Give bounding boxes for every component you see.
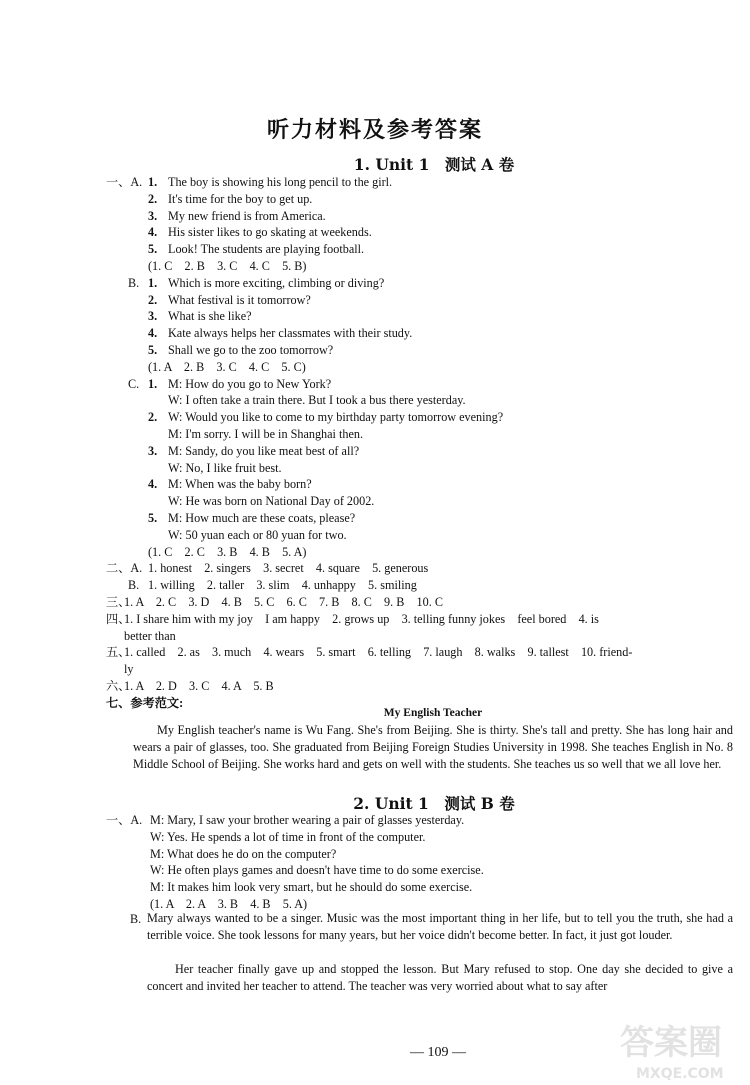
answer-line: 1. I share him with my joy I am happy 2. grows up 3. telling funny jokes feel bored 4. is [124,611,599,626]
dialogue-line: M: When was the baby born? [168,477,312,492]
part-label: 三、 [106,595,131,609]
item-number: 2. [148,292,158,307]
item-number: 2. [148,191,158,206]
item-text: What is she like? [168,309,252,324]
item-number: 1. [148,175,158,189]
item-text: My new friend is from America. [168,208,326,223]
item-text: His sister likes to go skating at weekends. [168,225,372,240]
watermark-logo-text: 答案圈 [620,1023,722,1063]
item-number: 5. [148,242,158,257]
dialogue-line: W: I often take a train there. But I took a bus there yesterday. [168,393,466,408]
dialogue-line: M: How much are these coats, please? [168,511,356,525]
dialogue-line: M: How do you go to New York? [168,376,332,391]
answer-line: better than [124,628,176,643]
answer-line: ly [124,662,134,677]
part-label: 五、 [106,645,131,660]
item-number: 1. [148,275,158,290]
item-text: The boy is showing his long pencil to the girl. [168,175,393,189]
answer-line: 1. A 2. D 3. C 4. A 5. B [124,679,274,693]
answer-line: 1. honest 2. singers 3. secret 4. square 5. generous [148,561,429,576]
dialogue-line: W: Yes. He spends a lot of time in front of the computer. [150,829,426,844]
dialogue-line: W: Would you like to come to my birthday party tomorrow evening? [168,410,504,425]
answers: (1. A 2. B 3. C 4. C 5. C) [148,359,306,374]
item-number: 3. [148,208,158,223]
answer-line: 1. A 2. C 3. D 4. B 5. C 6. C 7. B 8. C 9. B 10. C [124,595,443,609]
part-label: B. [130,912,142,926]
part-label: 一、A. [106,175,143,189]
dialogue-line: M: It makes him look very smart, but he should do some exercise. [150,880,473,895]
page-title: 听力材料及参考答案 [266,117,483,143]
item-number: 3. [148,443,158,458]
item-number: 1. [148,376,158,391]
answers: (1. C 2. B 3. C 4. C 5. B) [148,259,307,273]
item-number: 3. [148,309,158,324]
part-label: B. [128,275,140,290]
item-number: 5. [148,343,158,357]
dialogue-line: W: No, I like fruit best. [168,460,282,475]
dialogue-line: M: I'm sorry. I will be in Shanghai then. [168,427,364,441]
item-text: Kate always helps her classmates with their study. [168,326,413,341]
item-number: 5. [148,511,158,525]
answers: (1. A 2. A 3. B 4. B 5. A) [150,897,308,911]
passage-paragraph-2: Her teacher finally gave up and stopped the lesson. But Mary refused to stop. One day she decided to give a concert and invited her teacher to attend. The teacher was very worried about what to say after [147,962,733,993]
item-text: It's time for the boy to get up. [168,191,313,206]
item-number: 4. [148,225,158,240]
dialogue-line: M: What does he do on the computer? [150,846,337,861]
section-heading-test-b: 2. Unit 1 测试 B 卷 [353,794,515,813]
item-text: What festival is it tomorrow? [168,292,311,307]
essay-text: My English teacher's name is Wu Fang. She's from Beijing. She is thirty. She's tall and pretty. She has long hair and wears a pair of glasses, too. She graduated from Beijing Foreign Studies University in 1998. She teaches English in No. 8 Middle School of Beijing. She works hard and gets on well with the students. She teaches us so well that we all love her. [133,723,733,771]
watermark-url: MXQE.COM [636,1066,724,1082]
part-label: 四、 [106,611,131,626]
part-label: 六、 [106,679,131,693]
dialogue-line: W: He was born on National Day of 2002. [168,494,375,509]
dialogue-line: W: He often plays games and doesn't have time to do some exercise. [150,863,484,878]
item-number: 4. [148,326,158,341]
item-text: Which is more exciting, climbing or diving? [168,275,385,290]
answer-line: 1. called 2. as 3. much 4. wears 5. smart 6. telling 7. laugh 8. walks 9. tallest 10. friend- [124,645,633,660]
essay-title: My English Teacher [383,707,483,719]
item-number: 4. [148,477,158,492]
part-label: C. [128,376,140,391]
section-heading-test-a: 1. Unit 1 测试 A 卷 [353,155,515,174]
item-text: Look! The students are playing football. [168,242,365,257]
part-label: 一、A. [106,813,143,827]
dialogue-line: W: 50 yuan each or 80 yuan for two. [168,527,347,542]
dialogue-line: M: Mary, I saw your brother wearing a pair of glasses yesterday. [150,813,465,827]
part-label: 二、A. [106,561,143,576]
dialogue-line: M: Sandy, do you like meat best of all? [168,443,360,458]
watermark-logo [612,1016,746,1082]
item-text: Shall we go to the zoo tomorrow? [168,343,334,357]
answers: (1. C 2. C 3. B 4. B 5. A) [148,544,307,559]
passage-paragraph-1: Mary always wanted to be a singer. Music was the most important thing in her life, but to tell you the truth, she had a terrible voice. She took lessons for many years, but her voice didn't become better. In fact, it just got louder. [147,911,733,942]
item-number: 2. [148,410,158,425]
answer-line: 1. willing 2. taller 3. slim 4. unhappy 5. smiling [148,578,417,593]
part-label: B. [128,578,140,593]
part-label: 七、参考范文: [106,695,184,710]
page-number: — 109 — [410,1045,466,1060]
